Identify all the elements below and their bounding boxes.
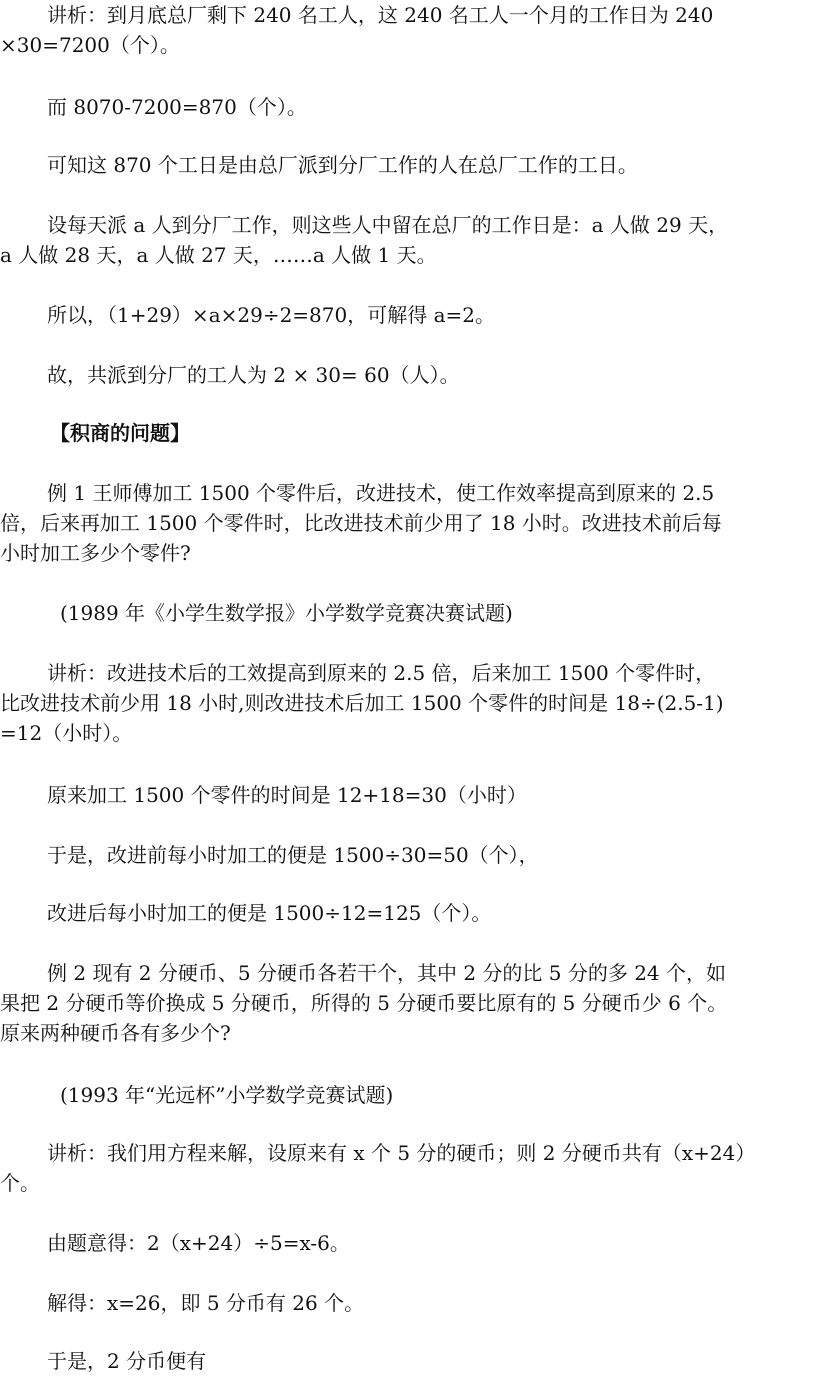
text-line: 倍，后来再加工 1500 个零件时，比改进技术前少用了 18 小时。改进技术前后每 (0, 511, 722, 535)
text-line: 个。 (0, 1171, 40, 1195)
paragraph-analysis-workers (0, 0, 832, 60)
paragraph-conclusion (0, 360, 832, 390)
paragraph-source-1989 (0, 598, 832, 628)
text-line: 讲析：到月底总厂剩下 240 名工人，这 240 名工人一个月的工作日为 240 (47, 3, 714, 27)
text-line: 设每天派 a 人到分厂工作，则这些人中留在总厂的工作日是：a 人做 29 天， (47, 213, 729, 237)
paragraph-after-rate (0, 898, 832, 928)
text-line: 故，共派到分厂的工人为 2 × 30= 60（人）。 (47, 363, 460, 387)
text-line: 讲析：改进技术后的工效提高到原来的 2.5 倍，后来加工 1500 个零件时， (47, 661, 716, 685)
paragraph-example-1 (0, 478, 832, 568)
text-line: 解得：x=26，即 5 分币有 26 个。 (47, 1291, 365, 1315)
text-line: 例 1 王师傅加工 1500 个零件后，改进技术，使工作效率提高到原来的 2.5 (47, 481, 715, 505)
text-line: 例 2 现有 2 分硬币、5 分硬币各若干个，其中 2 分的比 5 分的多 24 个，如 (47, 961, 727, 985)
text-line: (1989 年《小学生数学报》小学数学竞赛决赛试题) (60, 601, 513, 625)
text-line: 果把 2 分硬币等价换成 5 分硬币，所得的 5 分硬币要比原有的 5 分硬币少 6 个。 (0, 991, 728, 1015)
paragraph-source-1993 (0, 1080, 832, 1110)
paragraph-equation-2 (0, 1228, 832, 1258)
text-line: =12（小时）。 (0, 721, 133, 745)
paragraph-subtraction (0, 92, 832, 122)
text-line: 原来两种硬币各有多少个? (0, 1021, 231, 1045)
text-line: 由题意得：2（x+24）÷5=x-6。 (47, 1231, 350, 1255)
text-line: a 人做 28 天，a 人做 27 天，……a 人做 1 天。 (0, 243, 437, 267)
paragraph-therefore (0, 1346, 832, 1376)
paragraph-original-time (0, 780, 832, 810)
paragraph-example-2 (0, 958, 832, 1048)
text-line: ×30=7200（个）。 (0, 33, 180, 57)
text-line: 于是，2 分币便有 (47, 1349, 207, 1373)
text-line: 比改进技术前少用 18 小时,则改进技术后加工 1500 个零件的时间是 18÷(2.5-1) (0, 691, 724, 715)
paragraph-workdays (0, 150, 832, 180)
text-line: 而 8070-7200=870（个）。 (47, 95, 307, 119)
text-line: 小时加工多少个零件? (0, 541, 191, 565)
text-line: 改进后每小时加工的便是 1500÷12=125（个）。 (47, 901, 492, 925)
paragraph-analysis-example-2 (0, 1138, 832, 1198)
text-line: 可知这 870 个工日是由总厂派到分厂工作的人在总厂工作的工日。 (47, 153, 638, 177)
text-line: 讲析：我们用方程来解，设原来有 x 个 5 分的硬币；则 2 分硬币共有（x+24） (47, 1141, 756, 1165)
text-line: (1993 年“光远杯”小学数学竞赛试题) (60, 1083, 394, 1107)
text-line: 所以，（1+29）×a×29÷2=870，可解得 a=2。 (47, 303, 495, 327)
paragraph-equation (0, 300, 832, 330)
paragraph-assumption (0, 210, 832, 270)
paragraph-analysis-example-1 (0, 658, 832, 748)
section-heading: 【积商的问题】 (50, 421, 190, 445)
text-line: 于是，改进前每小时加工的便是 1500÷30=50（个）， (47, 843, 539, 867)
paragraph-solution (0, 1288, 832, 1318)
paragraph-before-rate (0, 840, 832, 870)
text-line: 原来加工 1500 个零件的时间是 12+18=30（小时） (47, 783, 527, 807)
